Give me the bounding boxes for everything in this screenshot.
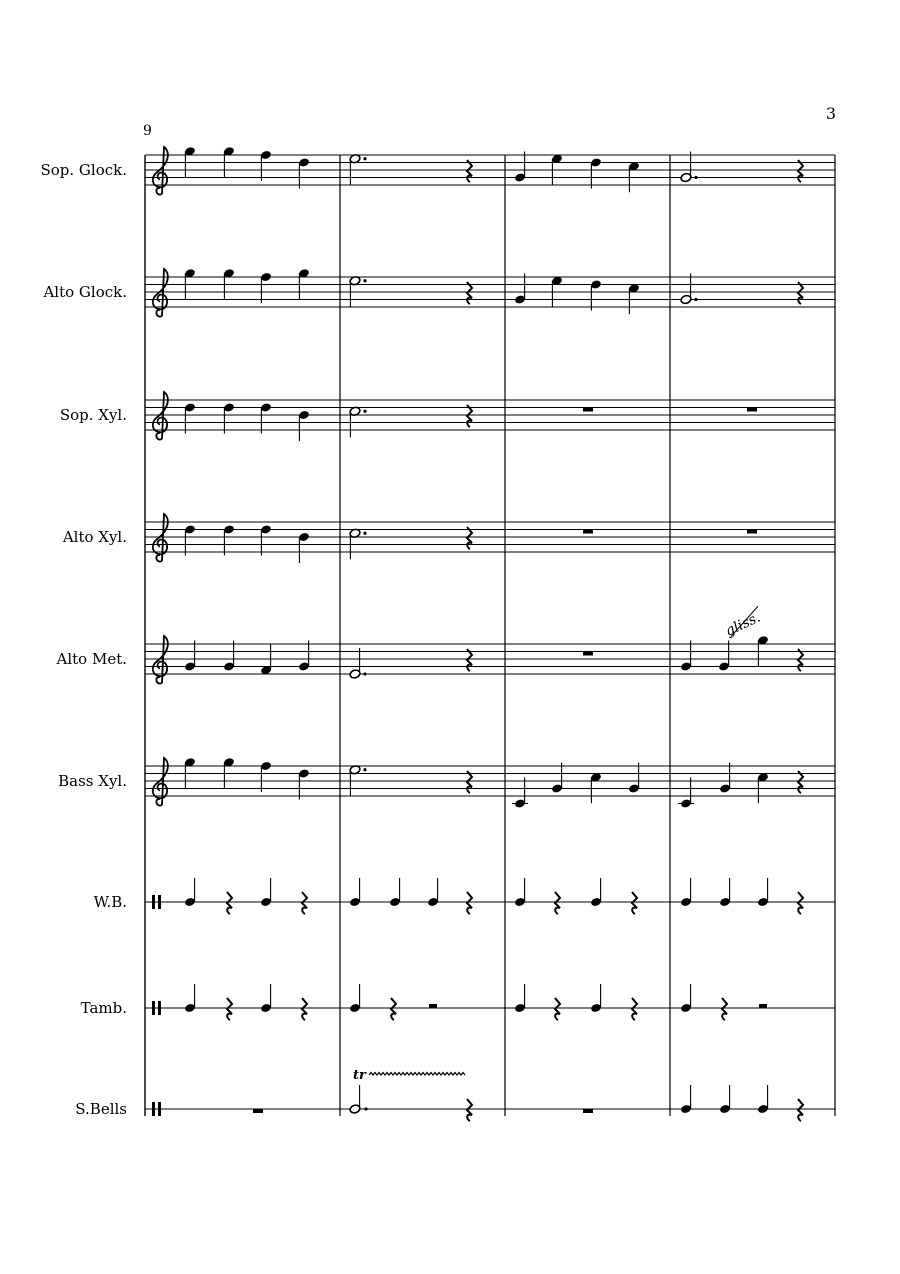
quarter-rest-icon (555, 892, 560, 914)
whole-rest-icon (253, 1109, 263, 1113)
dot (364, 1107, 367, 1110)
trill-text: tr (353, 1068, 366, 1083)
staff-content-4 (184, 524, 757, 563)
dot (363, 157, 366, 160)
quarter-rest-icon (302, 892, 307, 914)
glissando-text: gliss. (722, 609, 763, 640)
percussion-clef-icon (158, 1001, 161, 1015)
instrument-label-alto-met: Alto Met. (56, 650, 127, 668)
quarter-rest-icon (798, 771, 803, 793)
quarter-rest-icon (302, 998, 307, 1020)
half-rest-icon (429, 1004, 437, 1008)
whole-rest-icon (583, 652, 593, 656)
quarter-rest-icon (227, 998, 232, 1020)
quarter-rest-icon (467, 649, 472, 671)
dot (694, 176, 697, 179)
staff-1 (145, 147, 835, 195)
dot (363, 532, 366, 535)
quarter-rest-icon (227, 892, 232, 914)
staff-5 (145, 636, 835, 684)
quarter-rest-icon (798, 892, 803, 914)
quarter-rest-icon (722, 998, 727, 1020)
quarter-rest-icon (467, 405, 472, 427)
whole-rest-icon (583, 1109, 593, 1113)
measure-number: 9 (143, 123, 152, 139)
percussion-staff-1 (145, 895, 835, 909)
dot (694, 298, 697, 301)
percussion-clef-icon (152, 1001, 155, 1015)
instrument-labels (40, 161, 127, 1118)
quarter-rest-icon (798, 1099, 803, 1121)
percussion-staff-3 (145, 1102, 835, 1116)
instrument-label-alto-glock: Alto Glock. (43, 283, 127, 301)
instrument-label-sop-xyl: Sop. Xyl. (59, 406, 127, 424)
quarter-rest-icon (467, 892, 472, 914)
treble-clef-icon (153, 514, 168, 562)
treble-clef-icon (153, 147, 168, 195)
quarter-rest-icon (467, 771, 472, 793)
dot (363, 768, 366, 771)
quarter-rest-icon (632, 892, 637, 914)
staff-2 (145, 269, 835, 317)
quarter-rest-icon (391, 998, 396, 1020)
quarter-rest-icon (467, 282, 472, 304)
quarter-rest-icon (632, 998, 637, 1020)
percussion-clef-icon (158, 1102, 161, 1116)
percussion-clef-icon (152, 1102, 155, 1116)
dot (363, 672, 366, 675)
percussion-clef-icon (158, 895, 161, 909)
quarter-rest-icon (555, 998, 560, 1020)
dot (363, 279, 366, 282)
treble-clef-icon (153, 392, 168, 440)
instrument-label-bass-xyl: Bass Xyl. (58, 772, 127, 790)
trill-wave (369, 1073, 465, 1076)
whole-rest-icon (747, 408, 757, 412)
sleigh-bells-content (253, 1068, 803, 1121)
staff-3 (145, 392, 835, 440)
dot (363, 410, 366, 413)
instrument-label-tambourine: Tamb. (80, 999, 127, 1017)
percussion-staff-2 (145, 1001, 835, 1015)
quarter-rest-icon (467, 527, 472, 549)
quarter-rest-icon (467, 160, 472, 182)
quarter-rest-icon (467, 1099, 472, 1121)
staff-content-6 (184, 757, 803, 809)
whole-rest-icon (747, 530, 757, 534)
wood-block-content (184, 878, 803, 914)
instrument-label-sop-glock: Sop. Glock. (40, 161, 127, 179)
instrument-label-wood-block: W.B. (93, 893, 127, 911)
percussion-clef-icon (152, 895, 155, 909)
staff-6 (145, 758, 835, 806)
whole-rest-icon (583, 408, 593, 412)
quarter-rest-icon (798, 160, 803, 182)
instrument-label-sleigh-bells: S.Bells (75, 1100, 127, 1118)
page-number: 3 (825, 104, 836, 123)
staff-content-5 (184, 606, 803, 679)
staff-content-3 (184, 402, 757, 441)
treble-clef-icon (153, 636, 168, 684)
staff-4 (145, 514, 835, 562)
tambourine-content (184, 984, 767, 1020)
notation (145, 146, 835, 1121)
treble-clef-icon (153, 758, 168, 806)
treble-clef-icon (153, 269, 168, 317)
quarter-rest-icon (798, 649, 803, 671)
half-rest-icon (759, 1004, 767, 1008)
quarter-rest-icon (798, 282, 803, 304)
whole-rest-icon (583, 530, 593, 534)
instrument-label-alto-xyl: Alto Xyl. (62, 528, 127, 546)
